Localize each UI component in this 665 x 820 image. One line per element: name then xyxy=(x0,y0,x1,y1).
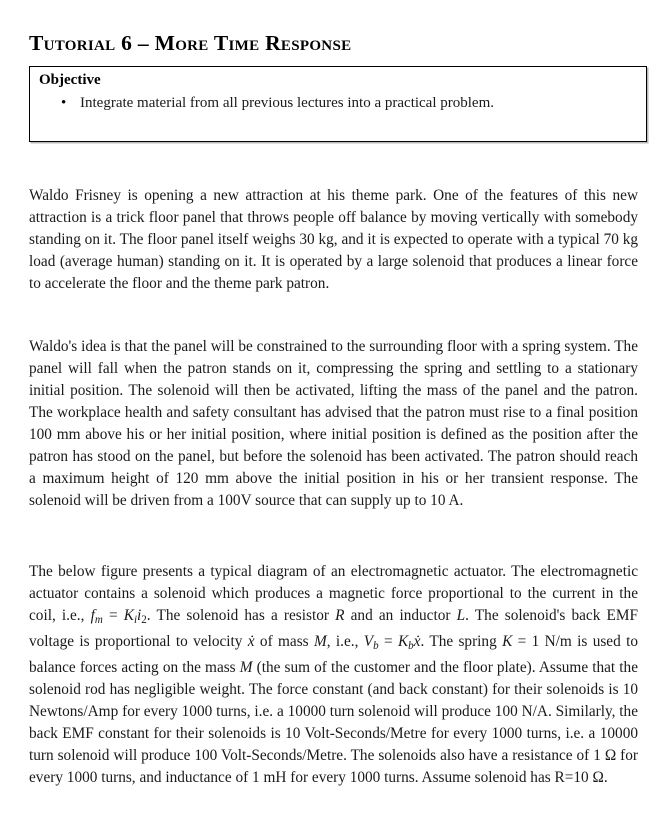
subscript-i: i xyxy=(133,614,138,627)
symbol-kb: K xyxy=(397,633,409,651)
equals-sign-2: = xyxy=(378,633,398,651)
actuator-text-segment-7: . The spring xyxy=(420,633,503,651)
symbol-xdot-2: ẋ xyxy=(413,633,421,651)
paragraph-design-brief: Waldo's idea is that the panel will be constrained to the surrounding floor with a spring system. The panel will fall when the patron stands on it, compressing the spring and settling to a stationary initial position. The solenoid will then be activated, lifting the mass of the panel and the patron. The workplace health and safety consultant has advised that the patron must rise to a final position 100 mm above his or her initial position, where initial position is defined as the position after the patron has stood on the panel, but before the solenoid has been activated. The patron should reach a maximum height of 120 mm above the initial position in his or her transient response. The solenoid will be driven from a 100V source that can supply up to 10 A. xyxy=(29,338,638,510)
subscript-b-2: b xyxy=(408,640,414,653)
symbol-ki: K xyxy=(123,607,134,625)
symbol-v: V xyxy=(363,633,374,651)
symbol-f: f xyxy=(90,607,95,625)
actuator-text-segment-5: of mass xyxy=(254,633,314,651)
page-title: Tutorial 6 – More Time Response xyxy=(29,31,352,56)
actuator-text-segment-6: , i.e., xyxy=(326,633,364,651)
symbol-resistor-r: R xyxy=(335,607,345,625)
symbol-mass-m-2: M xyxy=(239,659,253,677)
symbol-mass-m: M xyxy=(313,633,327,651)
actuator-text-segment-9: (the sum of the customer and the floor plate). Assume that the solenoid rod has negligible weight. The force constant (and back constant) for their solenoids is 10 Newtons/Amp for every 1000 turns, i.e. a 10000 turn solenoid will produce 100 N/A. Similarly, the back EMF constant for their solenoids is 10 Volt-Seconds/Metre for every 1000 turns, i.e. a 10000 turn solenoid will produce 100 Volt-Seconds/Metre. The solenoids also have a resistance of 1 Ω for every 1000 turns, and inductance of 1 mH for every 1000 turns. Assume solenoid has R=10 Ω. xyxy=(29,659,638,787)
equals-sign-1: = xyxy=(102,607,124,625)
actuator-text-segment-4: . The solenoid's back EMF voltage is proportional to velocity xyxy=(29,607,638,651)
objective-box xyxy=(29,66,647,142)
subscript-b-1: b xyxy=(373,640,379,653)
list-item xyxy=(39,93,638,113)
objective-item-text: Integrate material from all previous lectures into a practical problem. xyxy=(80,95,494,111)
objective-list xyxy=(39,93,638,113)
paragraph-intro: Waldo Frisney is opening a new attraction at his theme park. One of the features of this new attraction is a trick floor panel that throws people off balance by moving vertically with somebody standing on it. The floor panel itself weighs 30 kg, and it is expected to operate with a typical 70 kg load (average human) standing on it. It is operated by a large solenoid that produces a linear force to accelerate the floor and the theme park patron. xyxy=(29,187,638,293)
bullet-icon: • xyxy=(61,95,67,111)
actuator-text-segment-1: The below figure presents a typical diagram of an electromagnetic actuator. The electromagnetic actuator contains a solenoid which produces a magnetic force proportional to the current in the coil, i.e., xyxy=(29,563,638,625)
symbol-current: i xyxy=(137,607,142,625)
subscript-2: 2 xyxy=(141,614,147,627)
symbol-inductor-l: L xyxy=(456,607,466,625)
actuator-text-segment-3: and an inductor xyxy=(344,607,457,625)
actuator-text-segment-8: = 1 N/m is used to balance forces acting on the mass xyxy=(29,633,638,677)
objective-heading: Objective xyxy=(39,72,101,88)
equation-magnetic-force xyxy=(90,607,147,627)
subscript-m: m xyxy=(94,614,103,627)
equation-back-emf xyxy=(363,633,421,653)
paragraph-actuator-model xyxy=(29,561,638,789)
symbol-xdot-velocity: ẋ xyxy=(247,633,255,651)
symbol-spring-k: K xyxy=(502,633,513,651)
actuator-text-segment-2: . The solenoid has a resistor xyxy=(146,607,336,625)
